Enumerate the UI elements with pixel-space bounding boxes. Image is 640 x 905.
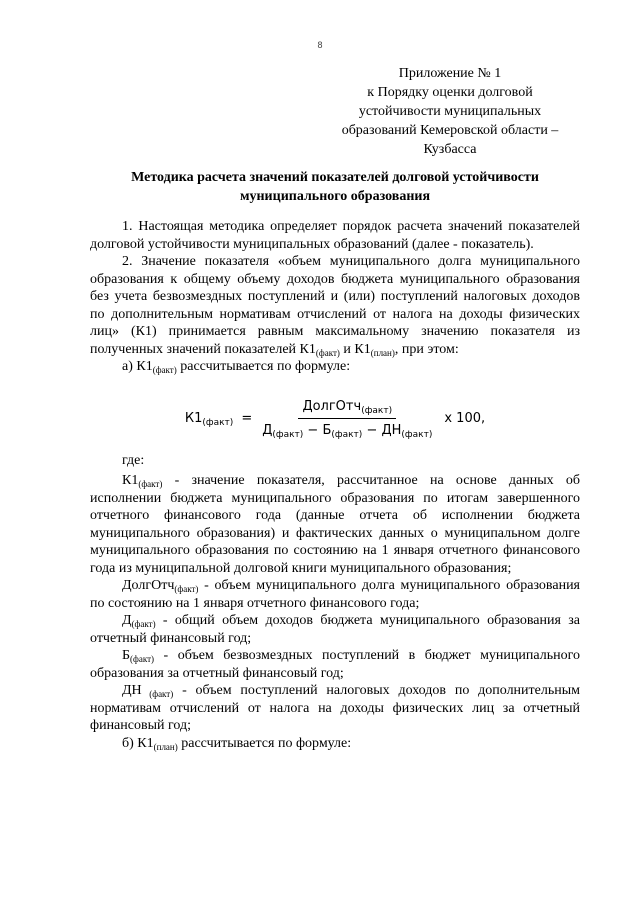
formula-den-term: Д [262,423,273,438]
definition-dolg-otch [90,577,580,612]
definition-dn-fact [90,682,580,735]
definition-text: - значение показателя, рассчитанное на основе данных об исполнении бюджета муниципального образования по итогам завершенного отчетного финансового года (данные отчета об исполнении бюджета муниципального образования) и фактических данных о муниципальном долге муниципального образования по состоянию на 1 января отчетного финансового года из муниципальной долговой книги муниципального образования; [90,473,580,576]
formula-minus: − [303,423,323,438]
definition-term: ДН [122,683,142,698]
appendix-header [330,64,570,159]
paragraph-b [90,735,580,753]
paragraph-2 [90,253,580,358]
paragraph-1: 1. Настоящая методика определяет порядок расчета значений показателей долговой устойчивости муниципальных образований (далее - показатель). [90,219,580,252]
definition-term: Б [122,648,131,663]
subscript: (факт) [174,584,199,594]
subscript: (факт) [131,619,156,629]
formula-fraction [258,398,436,440]
formula-multiplier: x 100, [444,410,486,426]
paragraph-a-prefix: а) К1 [122,359,153,374]
appendix-line: Приложение № 1 [398,66,502,81]
document-body [90,218,580,752]
definition-k1-fact [90,472,580,577]
definition-term: Д [122,613,132,628]
subscript: (план) [153,741,178,752]
paragraph-2-end: , при этом: [394,341,459,357]
subscript: (факт) [401,430,433,440]
formula-den-term: Б [322,423,332,438]
formula-minus: − [362,423,382,438]
definition-term: К1 [122,473,139,488]
subscript: (факт) [130,654,155,664]
subscript: (факт) [315,347,340,358]
formula-denominator [258,419,436,440]
document-title: Методика расчета значений показателей долговой устойчивости муниципального образования [131,170,539,204]
definition-term: ДолгОтч [122,578,175,593]
appendix-line: образований Кемеровской области – [341,123,559,138]
paragraph-b-rest: рассчитывается по формуле: [177,735,352,751]
definition-text: - объем муниципального долга муниципального образования по состоянию на 1 января отчетного финансового года; [90,578,580,611]
definition-b-fact [90,647,580,682]
definition-d-fact [90,612,580,647]
definition-text: - объем поступлений налоговых доходов по дополнительным нормативам отчислений от налога на доходы физических лиц за отчетный финансовый год; [90,683,580,733]
appendix-line: устойчивости муниципальных [358,104,542,119]
paragraph-b-prefix: б) К1 [122,735,154,751]
definition-text: - общий объем доходов бюджета муниципального образования за отчетный финансовый год; [90,613,580,646]
appendix-line: Кузбасса [423,142,477,157]
page-number: 8 [317,40,323,50]
subscript: (факт) [331,430,363,440]
formula-den-term: ДН [381,423,402,438]
subscript: (факт) [152,365,177,375]
appendix-line: к Порядку оценки долговой [367,85,533,100]
formula-equals: = [241,410,253,426]
where-label: где: [122,452,145,468]
paragraph-a-rest: рассчитывается по формуле: [176,359,351,374]
subscript: (факт) [202,417,234,428]
paragraph-2-and: и К1 [339,341,371,357]
formula-lhs [185,410,233,428]
formula-numerator [298,398,396,420]
formula-num-symbol: ДолгОтч [302,398,362,414]
formula-k1-fact [90,398,580,440]
subscript: (факт) [141,689,174,699]
definition-text: - объем безвозмездных поступлений в бюджет муниципального образования за отчетный финансовый год; [90,648,580,681]
paragraph-a [90,358,580,376]
subscript: (факт) [138,479,163,489]
subscript: (факт) [361,405,393,416]
paragraph-2-text: 2. Значение показателя «объем муниципального долга муниципального образования к общему объему доходов бюджета муниципального образования без учета безвозмездных поступлений и (или) поступлений налоговых доходов по дополнительным нормативам отчислений от налога на доходы физических лиц» (К1) принимается равным максимальному значению показателя из полученных значений показателей К1 [90,254,580,357]
subscript: (факт) [272,430,304,440]
subscript: (план) [370,347,395,358]
formula-lhs-symbol: К1 [184,410,203,426]
